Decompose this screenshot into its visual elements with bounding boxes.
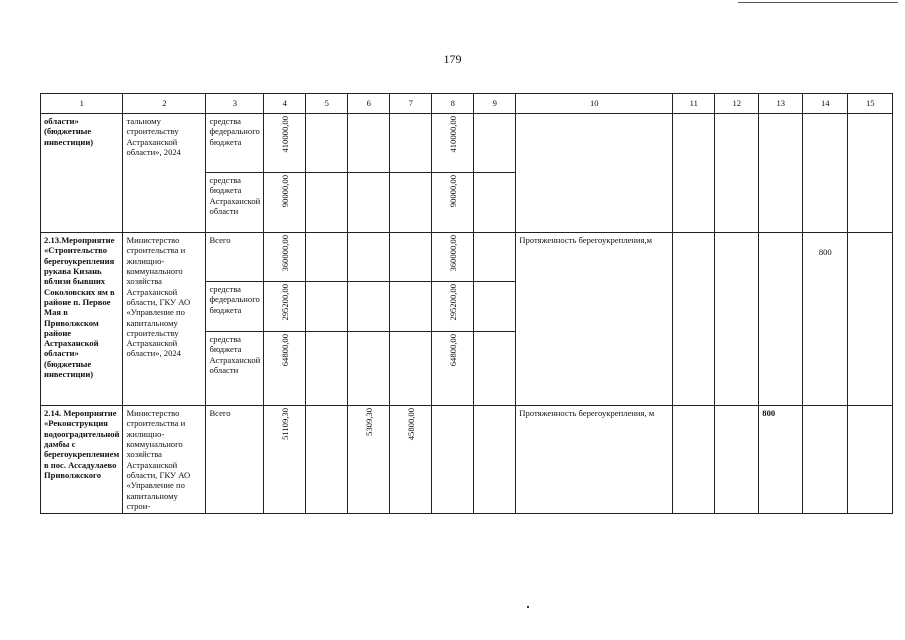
executor-cell: Министерство строительства и жилищно-коммунального хозяйства Астраханской области, ГКУ АО «Управление по капитальному строи- [123,406,206,514]
amount-cell [264,282,306,332]
empty-cell [848,114,893,233]
amount-cell [264,406,306,514]
empty-cell [390,173,432,233]
column-header: 14 [803,94,848,114]
amount-cell [432,332,474,406]
table-row [41,406,893,514]
column-header: 7 [390,94,432,114]
empty-cell [673,406,715,514]
empty-cell [803,406,848,514]
funding-source: средства бюджета Астраханской области [206,332,264,406]
empty-cell [348,282,390,332]
empty-cell [348,332,390,406]
empty-cell [759,233,803,406]
top-rule [738,2,898,3]
empty-cell [715,114,759,233]
amount-cell [264,173,306,233]
amount-value: 90000,00 [447,175,458,208]
empty-cell [673,114,715,233]
activity-name: области» (бюджетные инвестиции) [41,114,123,233]
empty-cell [474,233,516,282]
amount-value: 360000,00 [447,235,458,272]
empty-cell [390,332,432,406]
scan-speck [527,606,529,608]
amount-value: 5309,30 [363,408,374,436]
empty-cell [474,282,516,332]
empty-cell [715,406,759,514]
column-header: 13 [759,94,803,114]
empty-cell [474,406,516,514]
column-header: 10 [516,94,673,114]
amount-cell [432,282,474,332]
empty-cell [348,173,390,233]
table-row [41,114,893,173]
empty-cell [348,114,390,173]
amount-value: 64800,00 [279,334,290,367]
empty-cell [715,233,759,406]
empty-cell [803,114,848,233]
amount-value: 295200,00 [279,284,290,321]
empty-cell [348,233,390,282]
column-header: 8 [432,94,474,114]
amount-value: 410000,00 [279,116,290,153]
empty-cell [474,173,516,233]
amount-cell [390,406,432,514]
empty-cell [306,114,348,173]
empty-cell [306,406,348,514]
empty-cell [759,114,803,233]
column-header: 3 [206,94,264,114]
amount-value: 295200,00 [447,284,458,321]
column-header: 9 [474,94,516,114]
target-value: 800 [759,406,803,514]
column-header: 1 [41,94,123,114]
column-header: 2 [123,94,206,114]
activity-name: 2.14. Мероприятие «Реконструкция водооградительной дамбы с берегоукреплением в пос. Ассадулаево Приволжского [41,406,123,514]
empty-cell [390,233,432,282]
empty-cell [390,114,432,173]
page-number: 179 [443,52,462,66]
empty-cell [474,114,516,173]
column-header: 5 [306,94,348,114]
empty-cell [306,332,348,406]
empty-cell [432,406,474,514]
amount-value: 45800,00 [405,408,416,441]
empty-cell [390,282,432,332]
funding-source: средства бюджета Астраханской области [206,173,264,233]
amount-cell [432,114,474,173]
empty-cell [848,233,893,406]
budget-table [40,93,893,514]
amount-cell [264,332,306,406]
table-row [41,233,893,282]
amount-cell [432,233,474,282]
column-header: 15 [848,94,893,114]
column-header: 4 [264,94,306,114]
amount-value: 90000,00 [279,175,290,208]
amount-value: 360000,00 [279,235,290,272]
amount-cell [264,114,306,173]
activity-name: 2.13.Мероприятие «Строительство берегоукрепления рукава Кизань вблизи бывших Соколовских ям в районе п. Первое Мая в Приволжском районе Астраханской области» (бюджетные инвестиции) [41,233,123,406]
target-value: 800 [803,233,848,406]
indicator-cell: Протяженность берегоукрепления,м [516,233,673,406]
empty-cell [306,173,348,233]
empty-cell [306,233,348,282]
indicator-cell [516,114,673,233]
amount-cell [432,173,474,233]
empty-cell [848,406,893,514]
amount-value: 410000,00 [447,116,458,153]
funding-source: средства федерального бюджета [206,282,264,332]
empty-cell [673,233,715,406]
executor-cell: Министерство строительства и жилищно-коммунального хозяйства Астраханской области, ГКУ АО «Управление по капитальному строительству Астраханской области», 2024 [123,233,206,406]
column-header: 12 [715,94,759,114]
amount-value: 64800,00 [447,334,458,367]
amount-cell [348,406,390,514]
amount-value: 51109,30 [279,408,290,440]
funding-source: Всего [206,233,264,282]
amount-cell [264,233,306,282]
column-header: 11 [673,94,715,114]
funding-source: средства федерального бюджета [206,114,264,173]
column-header-row [41,94,893,114]
indicator-cell: Протяженность берегоукрепления, м [516,406,673,514]
empty-cell [306,282,348,332]
empty-cell [474,332,516,406]
executor-cell: тальному строительству Астраханской области», 2024 [123,114,206,233]
funding-source: Всего [206,406,264,514]
column-header: 6 [348,94,390,114]
